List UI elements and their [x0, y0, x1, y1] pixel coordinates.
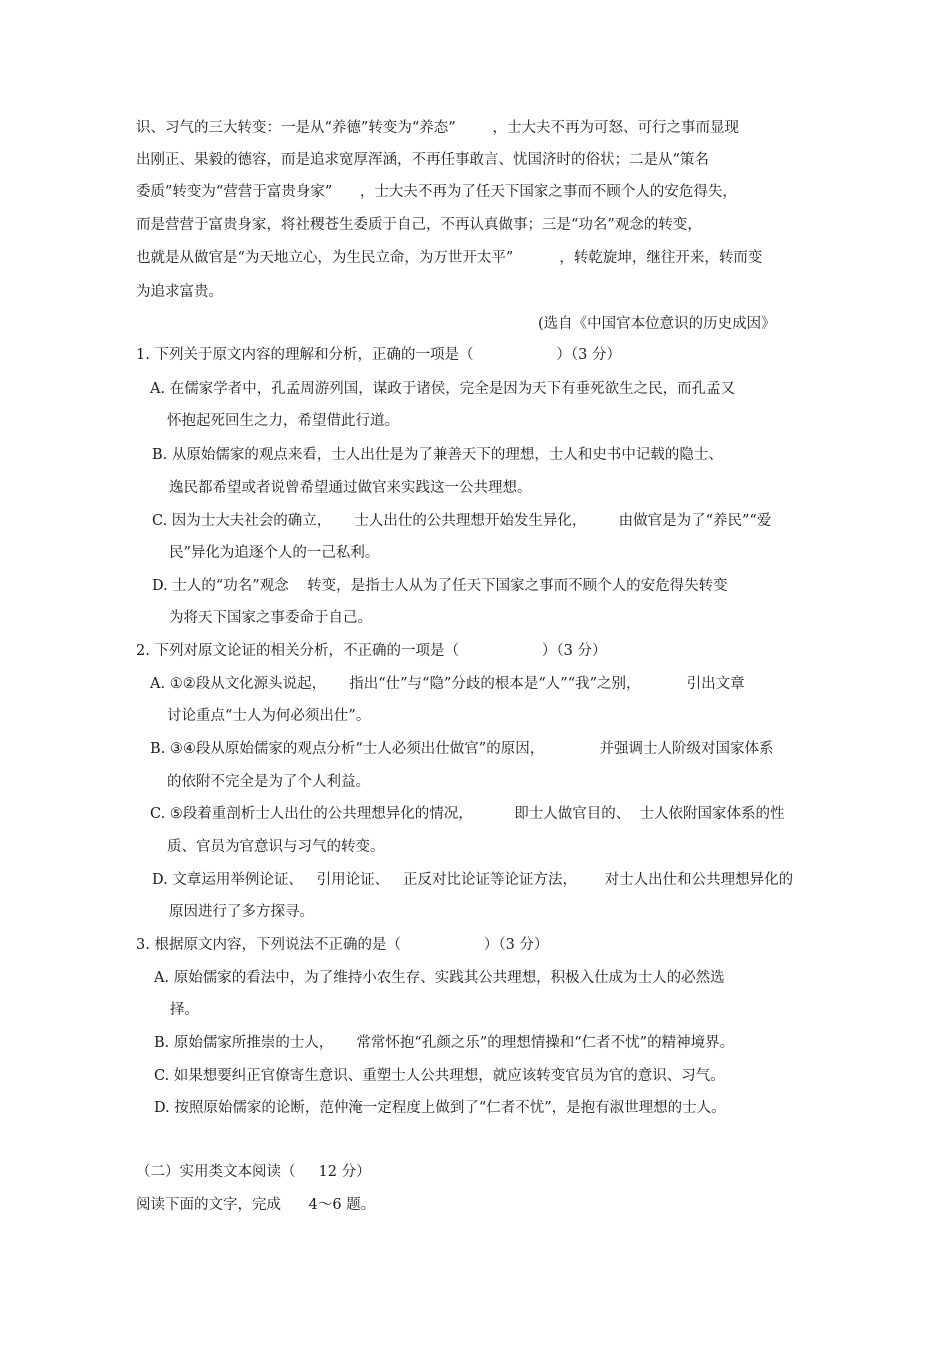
q2-option-a: A. ①②段从文化源头说起， 指出“仕”与“隐”分歧的根本是“人”“我”之别， 引出文章 [150, 676, 745, 692]
q3-option-c: C. 如果想要纠正官僚寄生意识、重塑士人公共理想，就应该转变官员为官的意识、习气。 [154, 1068, 725, 1084]
q1-option-a-cont: 怀抱起死回生之力，希望借此行道。 [167, 413, 399, 429]
q2-option-a-cont: 讨论重点“士人为何必须出仕”。 [167, 708, 371, 724]
q2-option-b-cont: 的依附不完全是为了个人利益。 [167, 774, 370, 790]
q1-option-c: C. 因为士大夫社会的确立， 士人出仕的公共理想开始发生异化， 由做官是为了“养民”“爱 [152, 513, 772, 529]
q2-option-d-cont: 原因进行了多方探寻。 [169, 904, 314, 920]
section-instruction: 阅读下面的文字，完成 4～6 题。 [136, 1197, 376, 1213]
q3-option-a-cont: 择。 [170, 1002, 199, 1018]
q1-option-b-cont: 逸民都希望或者说曾希望通过做官来实践这一公共理想。 [169, 480, 532, 496]
section-heading: （二）实用类文本阅读（ 12 分） [136, 1164, 371, 1180]
q2-option-c: C. ⑤段着重剖析士人出仕的公共理想异化的情况， 即士人做官目的、 士人依附国家体系的性 [150, 806, 785, 822]
q1-option-c-cont: 民”异化为追逐个人的一己私利。 [169, 545, 380, 561]
q1-option-d-cont: 为将天下国家之事委命于自己。 [169, 610, 372, 626]
q3-option-a: A. 原始儒家的看法中，为了维持小农生存、实践其公共理想，积极入仕成为士人的必然选 [154, 970, 725, 986]
passage-line: 也就是从做官是“为天地立心，为生民立命，为万世开太平” ，转乾旋坤，继往开来，转而变 [136, 250, 763, 266]
q1-option-a: A. 在儒家学者中，孔孟周游列国，谋政于诸侯，完全是因为天下有垂死欲生之民，而孔孟又 [150, 381, 736, 397]
q2-option-d: D. 文章运用举例论证、 引用论证、 正反对比论证等论证方法， 对士人出仕和公共理想异化的 [152, 872, 794, 888]
question-1-stem: 1. 下列关于原文内容的理解和分析，正确的一项是（ ）（3 分） [136, 347, 621, 363]
q3-option-d: D. 按照原始儒家的论断，范仲淹一定程度上做到了“仁者不忧”，是抱有淑世理想的士人。 [154, 1100, 726, 1116]
q3-option-b: B. 原始儒家所推崇的士人， 常常怀抱“孔颜之乐”的理想情操和“仁者不忧”的精神境界。 [154, 1035, 735, 1051]
passage-line: 委质”转变为“营营于富贵身家” ，士大夫不再为了任天下国家之事而不顾个人的安危得失， [136, 184, 737, 200]
passage-line: 而是营营于富贵身家，将社稷苍生委质于自己，不再认真做事；三是“功名”观念的转变， [136, 217, 702, 233]
passage-line: 为追求富贵。 [136, 284, 223, 300]
q1-option-b: B. 从原始儒家的观点来看，士人出仕是为了兼善天下的理想，士人和史书中记载的隐士、 [152, 447, 723, 463]
source-citation: (选自《中国官本位意识的历史成因》 [538, 316, 776, 332]
q2-option-c-cont: 质、官员为官意识与习气的转变。 [167, 839, 385, 855]
question-2-stem: 2. 下列对原文论证的相关分析，不正确的一项是（ ）（3 分） [136, 643, 607, 659]
question-3-stem: 3. 根据原文内容，下列说法不正确的是（ ）（3 分） [136, 937, 549, 953]
passage-line: 出刚正、果毅的德容，而是追求宽厚浑涵，不再任事敢言、忧国济时的俗状；二是从“策名 [136, 152, 709, 168]
q2-option-b: B. ③④段从原始儒家的观点分析“士人必须出仕做官”的原因， 并强调士人阶级对国家体系 [150, 741, 774, 757]
q1-option-d: D. 士人的“功名”观念 转变，是指士人从为了任天下国家之事而不顾个人的安危得失转变 [152, 578, 728, 594]
passage-line: 识、习气的三大转变：一是从“养德”转变为“养态” ，士大夫不再为可怒、可行之事而显现 [136, 120, 740, 136]
